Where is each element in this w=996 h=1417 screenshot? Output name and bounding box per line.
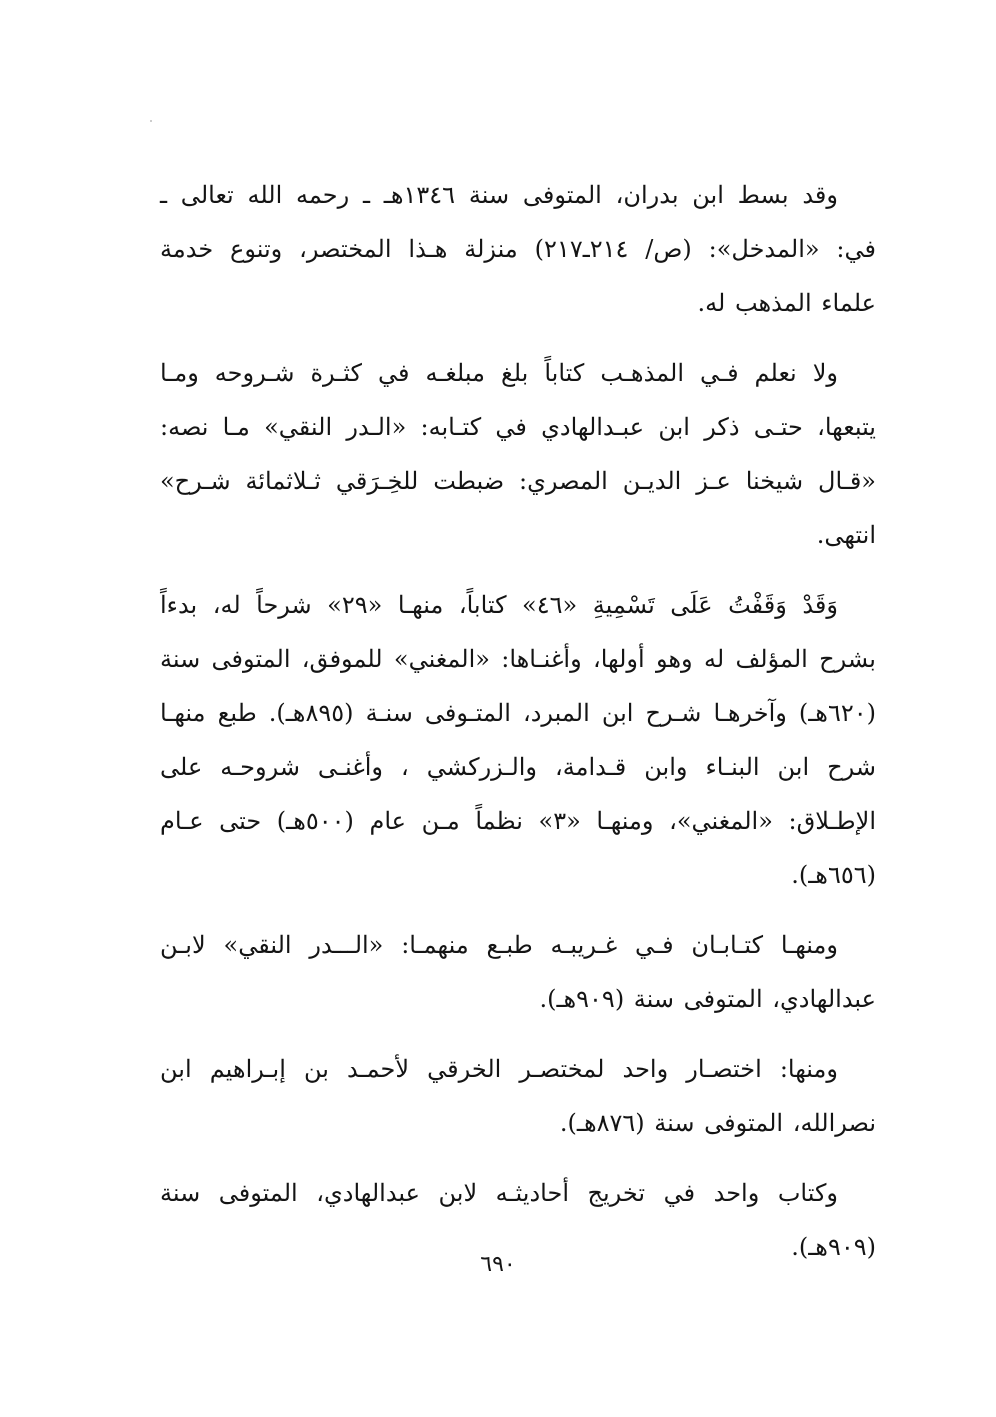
paragraph-abridgement: ومنها: اختصـار واحد لمختصـر الخرقي لأحمـد بن إبـراهيم ابن نصرالله، المتوفى سنة (٨٧٦هـ). xyxy=(160,1055,876,1137)
paragraph-commentaries-count: ولا نعلم فـي المذهـب كتاباً بلغ مبلغـه في كثـرة شـروحه ومـا يتبعها، حتـى ذكر ابن عبـدالهادي في كتـابه: «الـدر النقي» مـا نصه: «قـال شيخنا عـز الديـن المصري: ضبطت للخِـرَقي ثـلاثمائة شـرح» انتهى. xyxy=(160,359,876,549)
paragraph-ibn-badran: وقد بسط ابن بدران، المتوفى سنة ١٣٤٦هـ ـ رحمه الله تعالى ـ في: «المدخل»: (ص/ ٢١٤ـ٢١٧) منزلة هـذا المختصر، وتنوع خدمة علماء المذهب له. xyxy=(160,181,876,317)
body-text xyxy=(160,168,876,1290)
scan-speck xyxy=(150,120,152,122)
page-number: ٦٩٠ xyxy=(480,1252,516,1277)
paragraph-named-books: وَقَدْ وَقَفْتُ عَلَى تَسْمِيةِ «٤٦» كتاباً، منهـا «٢٩» شرحاً له، بدءاً بشرح المؤلف له وهو أولها، وأغنـاها: «المغني» للموفق، المتوفى سنة (٦٢٠هـ) وآخرهـا شـرح ابن المبرد، المتـوفى سنـة (٨٩٥هـ). طبع منهـا شرح ابن البنـاء وابن قـدامة، والـزركشي ، وأغنـى شروحـه على الإطـلاق: «المغني»، ومنهـا «٣» نظماً مـن عام (٥٠٠هـ) حتى عـام (٦٥٦هـ). xyxy=(160,591,877,889)
paragraph-gharib-books: ومنهـا كتـابـان فـي غـريبـه طبـع منهمـا: «الـــدر النقي» لابـن عبدالهادي، المتوفى سنة (٩٠٩هـ). xyxy=(160,931,876,1013)
paragraph-hadith-takhrij: وكتاب واحد في تخريج أحاديثـه لابن عبدالهادي، المتوفى سنة (٩٠٩هـ). xyxy=(160,1179,876,1261)
